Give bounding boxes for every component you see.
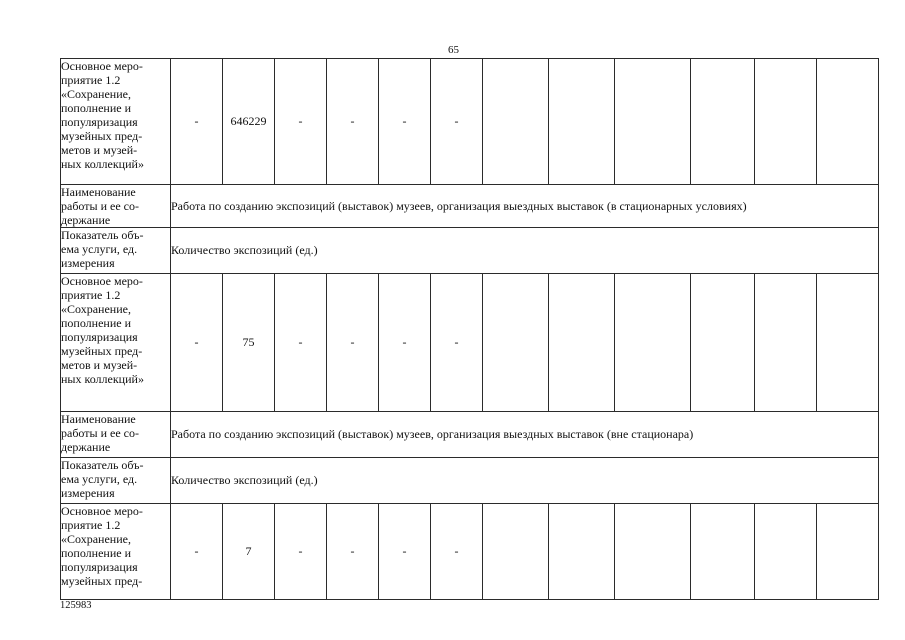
empty-cell	[549, 504, 615, 600]
table-row-info	[61, 185, 879, 228]
label-line: метов и музей-	[61, 143, 138, 157]
value-cell: -	[171, 59, 223, 185]
value-cell: -	[379, 504, 431, 600]
label-line: пополнение и	[61, 316, 132, 330]
label-line: работы и ее со-	[61, 199, 139, 213]
label-line: Показатель объ-	[61, 458, 144, 472]
volume-indicator: Количество экспозиций (ед.)	[171, 228, 879, 274]
label-line: популяризация	[61, 330, 138, 344]
empty-cell	[615, 59, 691, 185]
value-cell: -	[379, 59, 431, 185]
label-line: приятие 1.2	[61, 73, 121, 87]
label-line: измерения	[61, 486, 115, 500]
value-cell: -	[327, 59, 379, 185]
label-line: «Сохранение,	[61, 532, 131, 546]
label-line: Показатель объ-	[61, 228, 144, 242]
empty-cell	[817, 504, 879, 600]
empty-cell	[817, 59, 879, 185]
value-cell: -	[275, 504, 327, 600]
work-description: Работа по созданию экспозиций (выставок) музеев, организация выездных выставок (вне стационара)	[171, 412, 879, 458]
empty-cell	[549, 59, 615, 185]
empty-cell	[483, 59, 549, 185]
value-cell: -	[327, 274, 379, 412]
table-row-measure	[61, 504, 879, 600]
row-label	[61, 59, 171, 185]
data-table	[60, 58, 879, 600]
value-cell: 75	[223, 274, 275, 412]
label-line: измерения	[61, 256, 115, 270]
value-cell: -	[275, 59, 327, 185]
empty-cell	[755, 274, 817, 412]
label-line: Основное меро-	[61, 59, 143, 73]
row-label	[61, 185, 171, 228]
empty-cell	[755, 59, 817, 185]
row-label	[61, 504, 171, 600]
label-line: ных коллекций»	[61, 157, 144, 171]
empty-cell	[755, 504, 817, 600]
label-line: пополнение и	[61, 101, 132, 115]
label-line: популяризация	[61, 560, 138, 574]
label-line: музейных пред-	[61, 129, 143, 143]
row-label	[61, 458, 171, 504]
empty-cell	[549, 274, 615, 412]
value-cell: -	[431, 59, 483, 185]
label-line: «Сохранение,	[61, 87, 131, 101]
label-line: Наименование	[61, 412, 136, 426]
label-line: ема услуги, ед.	[61, 472, 138, 486]
label-line: музейных пред-	[61, 574, 143, 588]
label-line: приятие 1.2	[61, 288, 121, 302]
label-line: приятие 1.2	[61, 518, 121, 532]
document-code: 125983	[60, 600, 92, 611]
label-line: держание	[61, 440, 111, 454]
row-label	[61, 412, 171, 458]
value-cell: -	[431, 504, 483, 600]
label-line: «Сохранение,	[61, 302, 131, 316]
empty-cell	[483, 274, 549, 412]
label-line: работы и ее со-	[61, 426, 139, 440]
table-row-measure	[61, 59, 879, 185]
table-row-info	[61, 458, 879, 504]
empty-cell	[483, 504, 549, 600]
value-cell: -	[379, 274, 431, 412]
empty-cell	[817, 274, 879, 412]
work-description: Работа по созданию экспозиций (выставок) музеев, организация выездных выставок (в стационарных условиях)	[171, 185, 879, 228]
label-line: ных коллекций»	[61, 372, 144, 386]
value-cell: -	[171, 504, 223, 600]
value-cell: -	[431, 274, 483, 412]
label-line: Основное меро-	[61, 504, 143, 518]
table-row-measure	[61, 274, 879, 412]
label-line: популяризация	[61, 115, 138, 129]
value-cell: -	[171, 274, 223, 412]
page-number: 65	[448, 44, 459, 56]
empty-cell	[615, 504, 691, 600]
empty-cell	[691, 274, 755, 412]
empty-cell	[615, 274, 691, 412]
label-line: пополнение и	[61, 546, 132, 560]
value-cell: 7	[223, 504, 275, 600]
row-label	[61, 274, 171, 412]
label-line: метов и музей-	[61, 358, 138, 372]
value-cell: -	[327, 504, 379, 600]
label-line: Наименование	[61, 185, 136, 199]
row-label	[61, 228, 171, 274]
table-row-info	[61, 228, 879, 274]
label-line: ема услуги, ед.	[61, 242, 138, 256]
label-line: Основное меро-	[61, 274, 143, 288]
volume-indicator: Количество экспозиций (ед.)	[171, 458, 879, 504]
value-cell: 646229	[223, 59, 275, 185]
empty-cell	[691, 59, 755, 185]
label-line: держание	[61, 213, 111, 227]
value-cell: -	[275, 274, 327, 412]
empty-cell	[691, 504, 755, 600]
table-row-info	[61, 412, 879, 458]
label-line: музейных пред-	[61, 344, 143, 358]
